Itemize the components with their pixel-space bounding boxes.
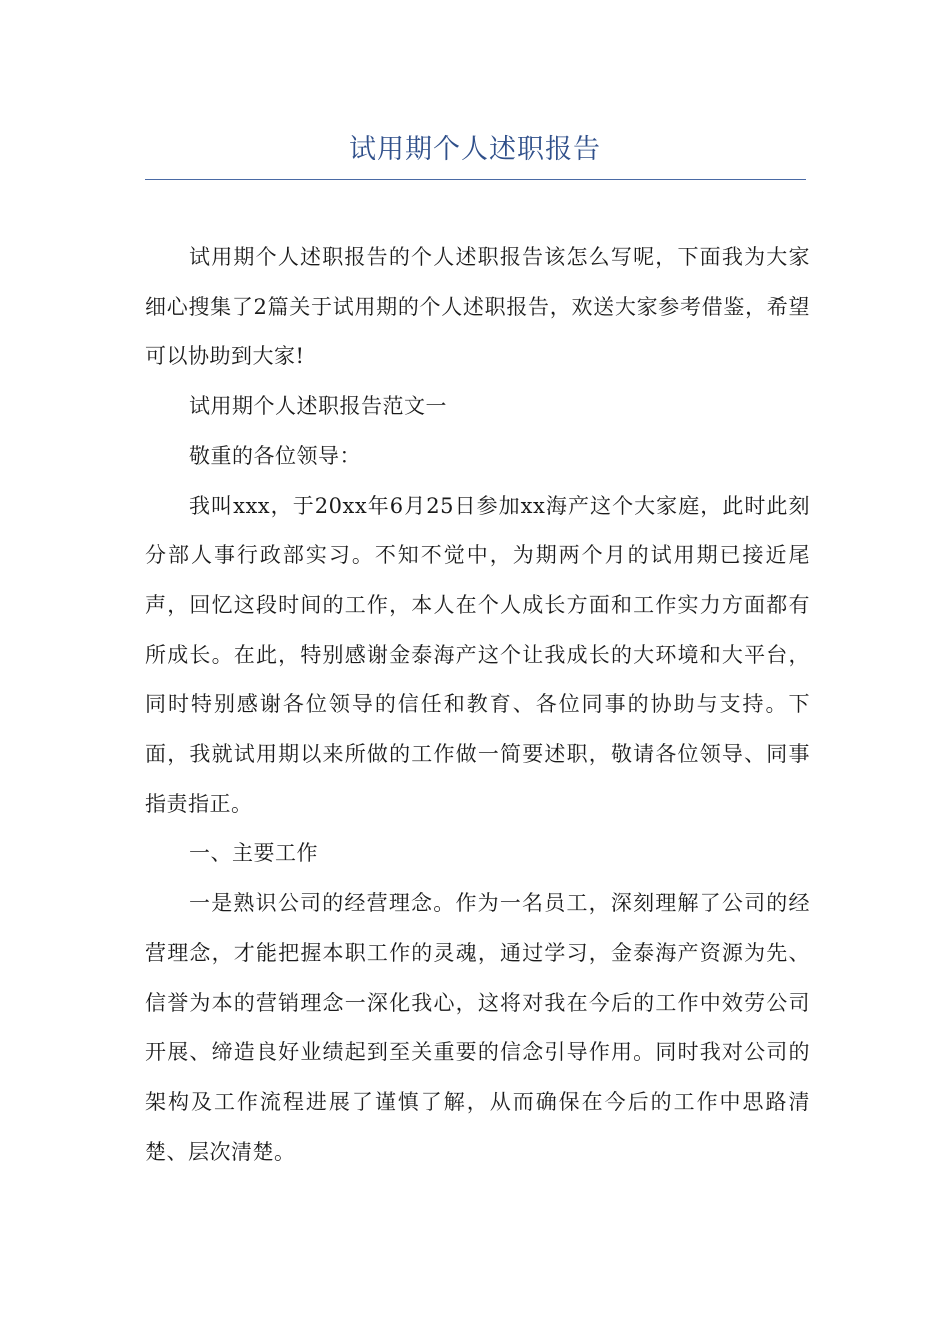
section-heading-sample-one: 试用期个人述职报告范文一: [189, 394, 447, 419]
intro-paragraph: 试用期个人述职报告的个人述职报告该怎么写呢，下面我为大家细心搜集了2篇关于试用期的个人述职报告，欢送大家参考借鉴，希望可以协助到大家!: [145, 245, 810, 369]
section-heading-main-work: 一、主要工作: [189, 841, 318, 866]
document-title: 试用期个人述职报告: [349, 134, 601, 165]
title-underline: [145, 179, 806, 180]
body-paragraph-self-intro: 我叫xxx，于20xx年6月25日参加xx海产这个大家庭，此时此刻分部人事行政部实习。不知不觉中，为期两个月的试用期已接近尾声，回忆这段时间的工作，本人在个人成长方面和工作实力方面都有所成长。在此，特别感谢金泰海产这个让我成长的大环境和大平台，同时特别感谢各位领导的信任和教育、各位同事的协助与支持。下面，我就试用期以来所做的工作做一简要述职，敬请各位领导、同事指责指正。: [145, 493, 810, 816]
body-paragraph-business-philosophy: 一是熟识公司的经营理念。作为一名员工，深刻理解了公司的经营理念，才能把握本职工作的灵魂，通过学习，金泰海产资源为先、信誉为本的营销理念一深化我心，这将对我在今后的工作中效劳公司开展、缔造良好业绩起到至关重要的信念引导作用。同时我对公司的架构及工作流程进展了谨慎了解，从而确保在今后的工作中思路清楚、层次清楚。: [145, 891, 810, 1164]
document-body: [145, 233, 810, 1177]
salutation: 敬重的各位领导：: [189, 443, 361, 468]
